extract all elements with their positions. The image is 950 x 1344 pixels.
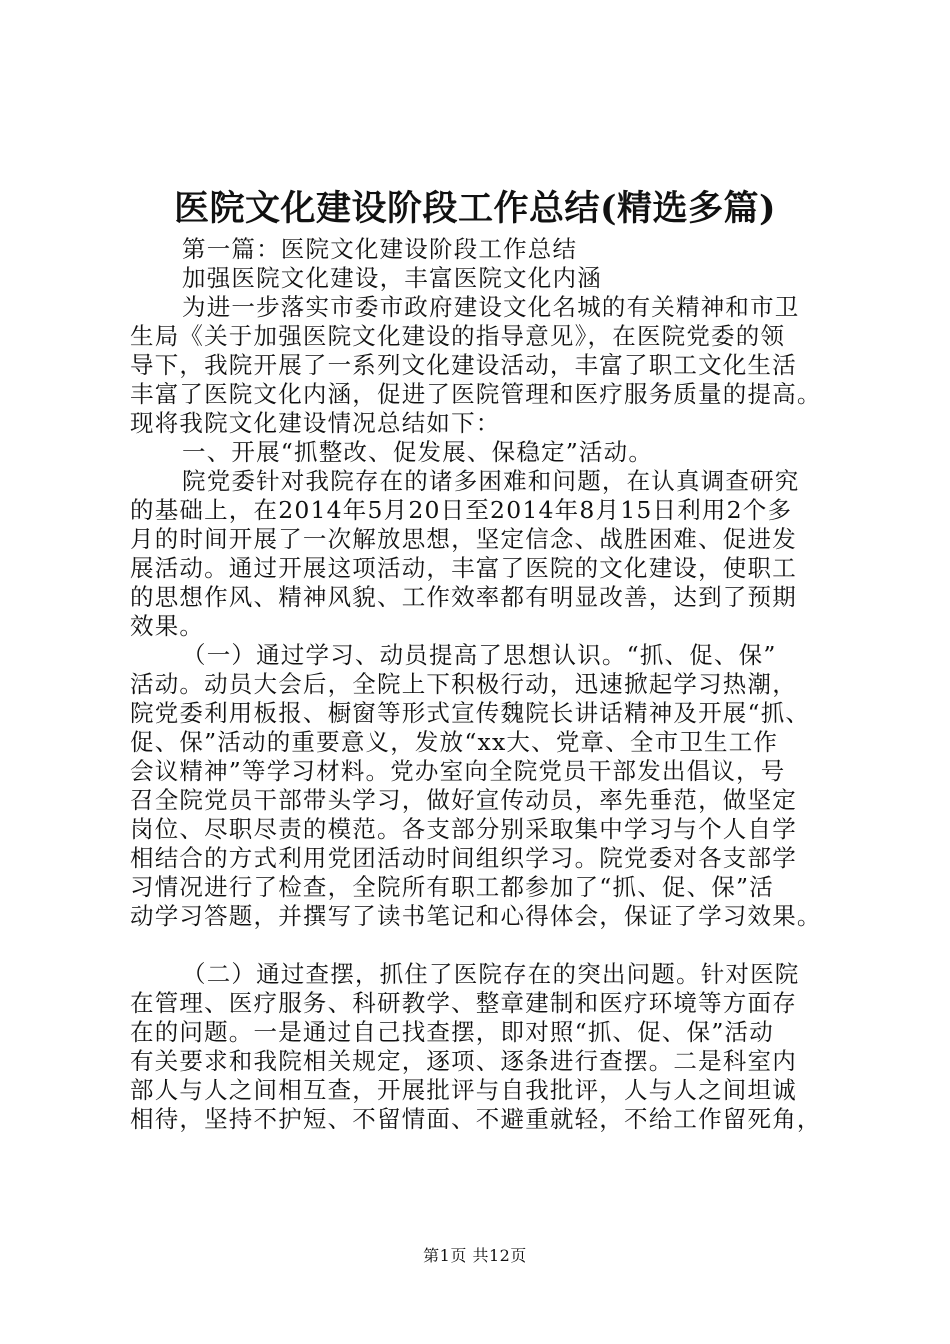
text-line: 导下，我院开展了一系列文化建设活动，丰富了职工文化生活 bbox=[130, 351, 797, 379]
text-line: 院党委针对我院存在的诸多困难和问题，在认真调查研究 bbox=[182, 467, 800, 495]
document-body bbox=[130, 235, 846, 1134]
text-line: 在管理、医疗服务、科研教学、整章建制和医疗环境等方面存 bbox=[130, 989, 797, 1017]
document-title: 医院文化建设阶段工作总结(精选多篇) bbox=[173, 188, 777, 229]
text-line: 习情况进行了检查，全院所有职工都参加了“抓、促、保”活 bbox=[130, 873, 774, 901]
text-line: 的思想作风、精神风貌、工作效率都有明显改善，达到了预期 bbox=[130, 583, 797, 611]
text-line: 效果。 bbox=[130, 612, 205, 640]
text-line: 召全院党员干部带头学习，做好宣传动员，率先垂范，做坚定 bbox=[130, 786, 797, 814]
text-line: 部人与人之间相互查，开展批评与自我批评，人与人之间坦诚 bbox=[130, 1076, 797, 1104]
text-line: 相结合的方式利用党团活动时间组织学习。院党委对各支部学 bbox=[130, 844, 797, 872]
text-line: （一）通过学习、动员提高了思想认识。“抓、促、保” bbox=[182, 641, 777, 669]
text-line: 展活动。通过开展这项活动，丰富了医院的文化建设，使职工 bbox=[130, 554, 797, 582]
text-line: 活动。动员大会后，全院上下积极行动，迅速掀起学习热潮， bbox=[130, 670, 797, 698]
text-line: 一、开展“抓整改、促发展、保稳定”活动。 bbox=[182, 438, 654, 466]
text-line: 院党委利用板报、橱窗等形式宣传魏院长讲话精神及开展“抓、 bbox=[130, 699, 811, 727]
text-line: 会议精神”等学习材料。党办室向全院党员干部发出倡议，号 bbox=[130, 757, 786, 785]
page-number-footer: 第1页 共12页 bbox=[423, 1246, 527, 1265]
text-line: 月的时间开展了一次解放思想，坚定信念、战胜困难、促进发 bbox=[130, 525, 797, 553]
text-line: 岗位、尽职尽责的模范。各支部分别采取集中学习与个人自学 bbox=[130, 815, 797, 843]
text-line: 现将我院文化建设情况总结如下： bbox=[130, 409, 501, 437]
text-line: 的基础上，在2014年5月20日至2014年8月15日利用2个多 bbox=[130, 496, 793, 524]
text-line: 加强医院文化建设，丰富医院文化内涵 bbox=[182, 264, 602, 292]
text-line: 促、保”活动的重要意义，发放“xx大、党章、全市卫生工作 bbox=[130, 728, 779, 756]
text-line: （二）通过查摆，抓住了医院存在的突出问题。针对医院 bbox=[182, 960, 800, 988]
text-line: 生局《关于加强医院文化建设的指导意见》，在医院党委的领 bbox=[130, 322, 786, 350]
text-line: 第一篇：医院文化建设阶段工作总结 bbox=[182, 235, 578, 263]
text-line: 相待，坚持不护短、不留情面、不避重就轻，不给工作留死角， bbox=[130, 1105, 822, 1133]
text-line: 有关要求和我院相关规定，逐项、逐条进行查摆。二是科室内 bbox=[130, 1047, 797, 1075]
text-line: 为进一步落实市委市政府建设文化名城的有关精神和市卫 bbox=[182, 293, 800, 321]
blank-line bbox=[130, 931, 846, 960]
text-line: 在的问题。一是通过自己找查摆，即对照“抓、促、保”活动 bbox=[130, 1018, 774, 1046]
text-line: 丰富了医院文化内涵，促进了医院管理和医疗服务质量的提高。 bbox=[130, 380, 822, 408]
text-line: 动学习答题，并撰写了读书笔记和心得体会，保证了学习效果。 bbox=[130, 902, 822, 930]
